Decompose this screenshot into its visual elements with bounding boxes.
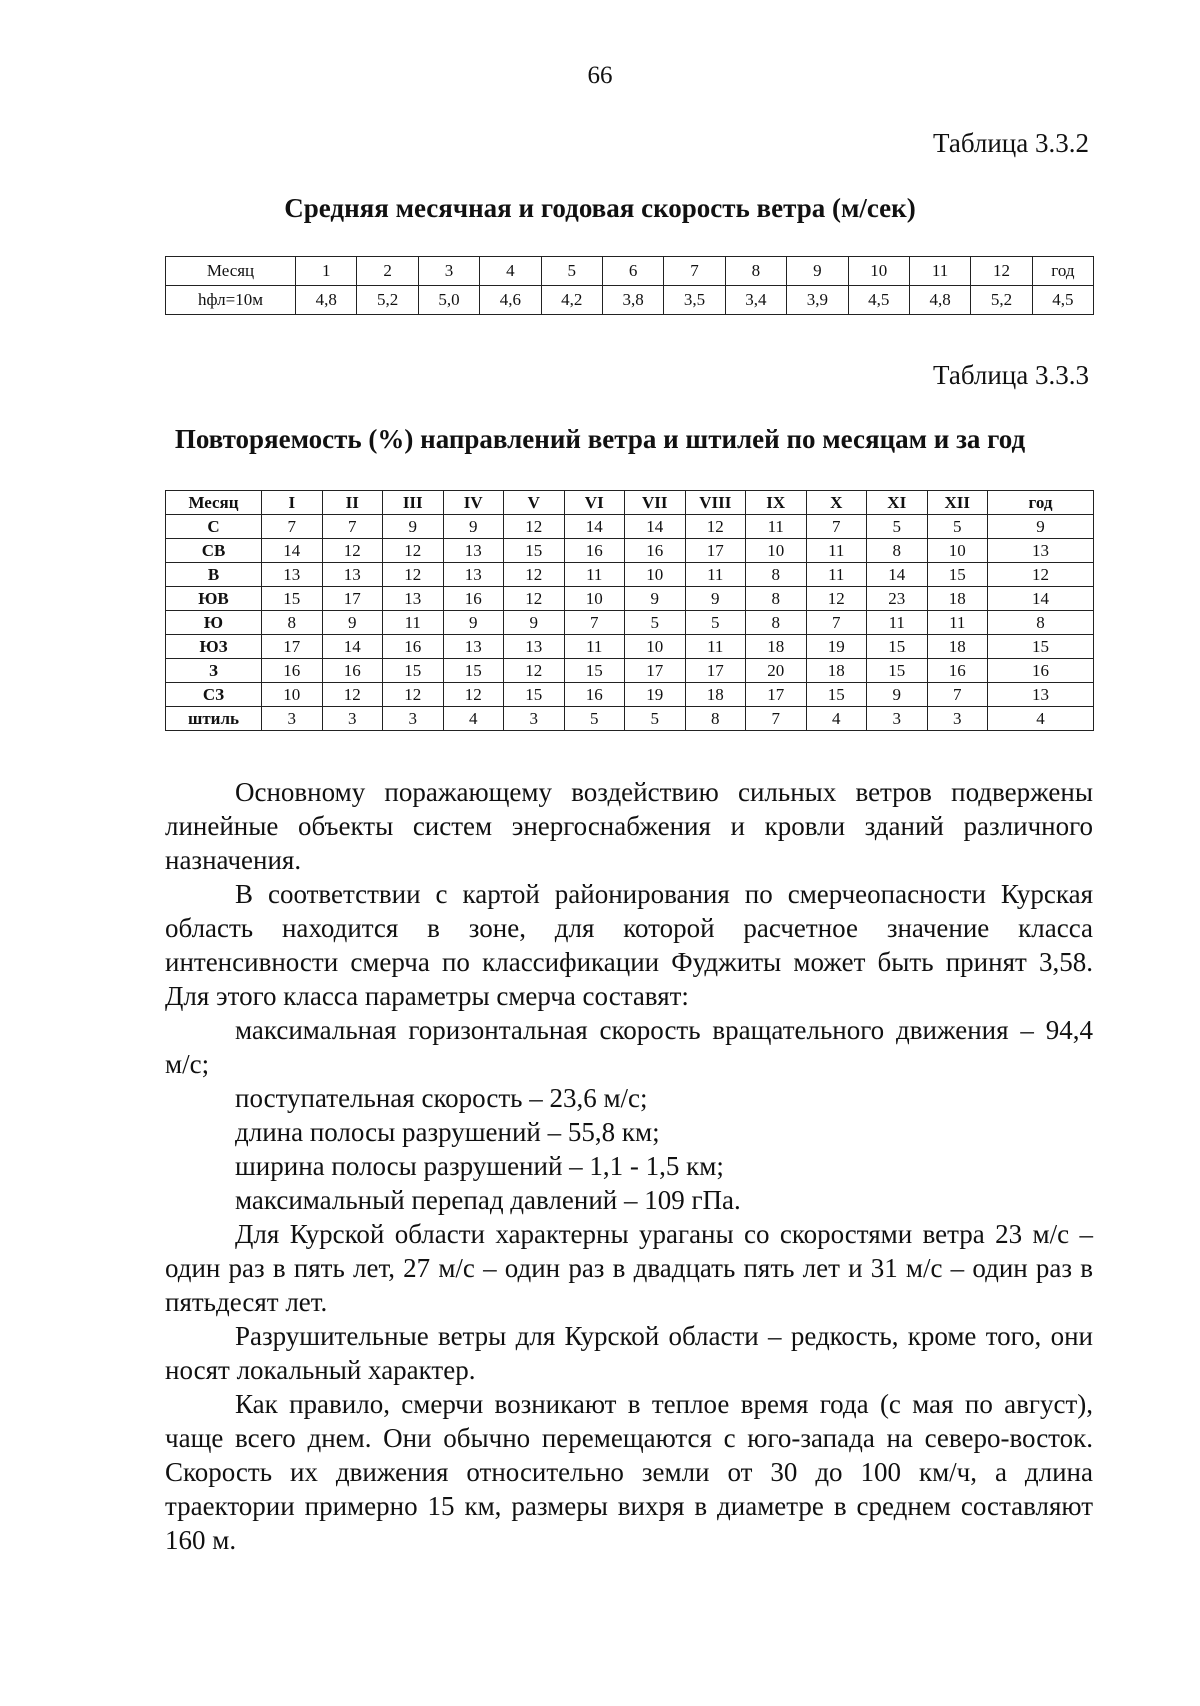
table-cell: 18 — [685, 683, 746, 707]
table-cell: 7 — [806, 611, 867, 635]
row-label-cell: штиль — [166, 707, 262, 731]
row-label-cell: ЮЗ — [166, 635, 262, 659]
table-cell: 3,9 — [787, 286, 848, 315]
table-cell: 19 — [625, 683, 686, 707]
table-cell: 7 — [262, 515, 323, 539]
table-cell: 13 — [322, 563, 383, 587]
table-cell: VIII — [685, 491, 746, 515]
list-item: длина полосы разрушений – 55,8 км; — [235, 1117, 660, 1147]
table-cell: 4,5 — [1032, 286, 1093, 315]
table-cell: IX — [746, 491, 807, 515]
table-cell: 13 — [988, 683, 1094, 707]
table-cell: 23 — [867, 587, 928, 611]
table-cell: 16 — [564, 539, 625, 563]
table-cell: 14 — [867, 563, 928, 587]
table-cell: 12 — [504, 515, 565, 539]
table-cell: 16 — [443, 587, 504, 611]
table-cell: 13 — [443, 635, 504, 659]
row-label-cell: ЮВ — [166, 587, 262, 611]
table-cell: 13 — [504, 635, 565, 659]
table-cell: XI — [867, 491, 928, 515]
table-cell: 4 — [443, 707, 504, 731]
table-cell: 16 — [927, 659, 988, 683]
table-cell: 3,4 — [725, 286, 786, 315]
table-cell: 17 — [262, 635, 323, 659]
paragraph: В соответствии с картой районирования по смерчеопасности Курская область находится в зоне, для которой расчетное значение класса интенсивности смерча по классификации Фуджиты может быть принят 3,58. Для этого класса параметры смерча составят: — [165, 879, 1093, 1011]
table-cell: 11 — [383, 611, 444, 635]
table-cell: 3 — [262, 707, 323, 731]
table-cell: 15 — [927, 563, 988, 587]
table-cell: 18 — [746, 635, 807, 659]
table-cell: 7 — [927, 683, 988, 707]
table-cell: 5 — [564, 707, 625, 731]
paragraph: Основному поражающему воздействию сильных ветров подвержены линейные объекты систем энергоснабжения и кровли зданий различного назначения. — [165, 777, 1093, 875]
table-cell: II — [322, 491, 383, 515]
table-cell: 15 — [564, 659, 625, 683]
table-cell: 9 — [383, 515, 444, 539]
table-cell: 18 — [927, 587, 988, 611]
table-header-row — [166, 491, 1094, 515]
table-cell: 9 — [322, 611, 383, 635]
row-label-cell: Ю — [166, 611, 262, 635]
table-cell: 5,0 — [418, 286, 479, 315]
table-row — [166, 659, 1094, 683]
paragraph: Как правило, смерчи возникают в теплое время года (с мая по август), чаще всего днем. Они обычно перемещаются с юго-запада на северо-восток. Скорость их движения относительно земли от 30 до 100 км/ч, а длина траектории примерно 15 км, размеры вихря в диаметре в среднем составляют 160 м. — [165, 1389, 1093, 1555]
table-cell: 8 — [746, 611, 807, 635]
table-cell: 7 — [806, 515, 867, 539]
table-cell: 13 — [262, 563, 323, 587]
table-title-wind-direction: Повторяемость (%) направлений ветра и штилей по месяцам и за год — [174, 424, 1026, 454]
list-item: ширина полосы разрушений – 1,1 - 1,5 км; — [235, 1151, 724, 1181]
table-cell: 17 — [625, 659, 686, 683]
table-cell: 4,6 — [480, 286, 541, 315]
table-cell: 14 — [564, 515, 625, 539]
table-cell: 12 — [504, 563, 565, 587]
table-cell: 4 — [806, 707, 867, 731]
table-cell: 12 — [504, 587, 565, 611]
table-cell: 9 — [443, 515, 504, 539]
table-row — [166, 587, 1094, 611]
table-cell: 3 — [927, 707, 988, 731]
table-cell: 15 — [262, 587, 323, 611]
table-cell: 11 — [867, 611, 928, 635]
table-cell: 5 — [685, 611, 746, 635]
table-cell: 12 — [383, 563, 444, 587]
table-cell: 15 — [988, 635, 1094, 659]
table-cell: 3 — [867, 707, 928, 731]
table-cell: 4 — [480, 257, 541, 286]
table-cell: 15 — [504, 683, 565, 707]
table-cell: 10 — [625, 635, 686, 659]
table-cell: 11 — [564, 563, 625, 587]
table-cell: III — [383, 491, 444, 515]
table-cell: 12 — [322, 683, 383, 707]
table-cell: 18 — [806, 659, 867, 683]
table-cell: 9 — [685, 587, 746, 611]
table-cell: 12 — [806, 587, 867, 611]
table-cell: 4,2 — [541, 286, 602, 315]
table-cell: 12 — [443, 683, 504, 707]
table-cell: 11 — [806, 563, 867, 587]
table-cell: 3 — [322, 707, 383, 731]
paragraph: Разрушительные ветры для Курской области – редкость, кроме того, они носят локальный характер. — [165, 1321, 1093, 1385]
table-cell: 13 — [988, 539, 1094, 563]
table-cell: VII — [625, 491, 686, 515]
table-cell: 15 — [504, 539, 565, 563]
table-cell: 7 — [564, 611, 625, 635]
table-cell: 15 — [867, 635, 928, 659]
table-cell: 7 — [746, 707, 807, 731]
table-cell: IV — [443, 491, 504, 515]
table-cell: VI — [564, 491, 625, 515]
table-cell: 14 — [322, 635, 383, 659]
table-row — [166, 563, 1094, 587]
table-cell: 12 — [685, 515, 746, 539]
table-cell: 3 — [383, 707, 444, 731]
table-cell: 4 — [988, 707, 1094, 731]
table-cell: V — [504, 491, 565, 515]
table-cell: 14 — [625, 515, 686, 539]
table-row — [166, 683, 1094, 707]
table-cell: 12 — [971, 257, 1032, 286]
table-cell: 16 — [988, 659, 1094, 683]
table-cell: 5,2 — [357, 286, 418, 315]
table-cell: 16 — [322, 659, 383, 683]
table-cell: 10 — [927, 539, 988, 563]
table-cell: 9 — [867, 683, 928, 707]
table-cell: 11 — [746, 515, 807, 539]
table-row — [166, 539, 1094, 563]
table-cell: 8 — [746, 587, 807, 611]
table-cell: 4,8 — [909, 286, 970, 315]
table-cell: 3,8 — [602, 286, 663, 315]
table-cell: XII — [927, 491, 988, 515]
table-cell: 15 — [806, 683, 867, 707]
table-title-wind-speed: Средняя месячная и годовая скорость ветра (м/сек) — [284, 193, 916, 223]
row-label-cell: Месяц — [166, 257, 296, 286]
table-cell: 1 — [296, 257, 357, 286]
wind-speed-table — [165, 256, 1094, 315]
table-cell: 11 — [685, 635, 746, 659]
table-cell: 3,5 — [664, 286, 725, 315]
table-cell: год — [1032, 257, 1093, 286]
table-cell: 10 — [848, 257, 909, 286]
table-cell: 19 — [806, 635, 867, 659]
list-item: поступательная скорость – 23,6 м/с; — [235, 1083, 648, 1113]
body-text — [165, 775, 1093, 1557]
row-label-cell: hфл=10м — [166, 286, 296, 315]
table-cell: 12 — [322, 539, 383, 563]
table-cell: 9 — [988, 515, 1094, 539]
table-cell: 8 — [867, 539, 928, 563]
list-item: максимальный перепад давлений – 109 гПа. — [235, 1185, 741, 1215]
table-cell: 16 — [564, 683, 625, 707]
table-cell: 20 — [746, 659, 807, 683]
table-cell: 10 — [564, 587, 625, 611]
table-cell: 11 — [909, 257, 970, 286]
table-cell: 5,2 — [971, 286, 1032, 315]
list-item: максимальная горизонтальная скорость вращательного движения – 94,4 м/с; — [165, 1015, 1093, 1079]
table-cell: 14 — [262, 539, 323, 563]
table-cell: 8 — [988, 611, 1094, 635]
table-cell: 14 — [988, 587, 1094, 611]
table-row — [166, 707, 1094, 731]
table-cell: I — [262, 491, 323, 515]
table-cell: 5 — [625, 707, 686, 731]
table-cell: 6 — [602, 257, 663, 286]
table-label-3-3-3: Таблица 3.3.3 — [933, 360, 1089, 390]
table-cell: 13 — [383, 587, 444, 611]
table-row — [166, 635, 1094, 659]
table-cell: 11 — [685, 563, 746, 587]
table-cell: 17 — [685, 539, 746, 563]
row-label-cell: СЗ — [166, 683, 262, 707]
table-row — [166, 611, 1094, 635]
table-cell: 15 — [383, 659, 444, 683]
table-cell: 13 — [443, 539, 504, 563]
table-cell: 12 — [383, 539, 444, 563]
table-cell: 11 — [806, 539, 867, 563]
table-cell: 7 — [664, 257, 725, 286]
table-cell: 12 — [988, 563, 1094, 587]
table-cell: 16 — [262, 659, 323, 683]
table-cell: 2 — [357, 257, 418, 286]
table-cell: 9 — [787, 257, 848, 286]
table-cell: 17 — [746, 683, 807, 707]
row-label-cell: Месяц — [166, 491, 262, 515]
table-cell: 8 — [262, 611, 323, 635]
table-cell: 11 — [564, 635, 625, 659]
table-cell: 10 — [262, 683, 323, 707]
table-cell: 12 — [504, 659, 565, 683]
row-label-cell: З — [166, 659, 262, 683]
table-cell: 10 — [625, 563, 686, 587]
table-cell: 3 — [504, 707, 565, 731]
table-cell: 18 — [927, 635, 988, 659]
table-row — [166, 286, 1094, 315]
paragraph: Для Курской области характерны ураганы со скоростями ветра 23 м/с – один раз в пять лет, 27 м/с – один раз в двадцать пять лет и 31 м/с – один раз в пятьдесят лет. — [165, 1219, 1093, 1317]
table-cell: 15 — [443, 659, 504, 683]
table-header-row — [166, 257, 1094, 286]
table-cell: 8 — [746, 563, 807, 587]
table-cell: 17 — [685, 659, 746, 683]
table-cell: 5 — [625, 611, 686, 635]
table-cell: 5 — [541, 257, 602, 286]
table-cell: 5 — [867, 515, 928, 539]
table-cell: 3 — [418, 257, 479, 286]
table-cell: 16 — [625, 539, 686, 563]
table-cell: год — [988, 491, 1094, 515]
table-cell: 17 — [322, 587, 383, 611]
table-cell: 9 — [504, 611, 565, 635]
page-number: 66 — [587, 62, 613, 89]
table-cell: X — [806, 491, 867, 515]
table-cell: 8 — [685, 707, 746, 731]
table-cell: 4,5 — [848, 286, 909, 315]
wind-direction-table — [165, 490, 1094, 731]
table-cell: 12 — [383, 683, 444, 707]
row-label-cell: СВ — [166, 539, 262, 563]
table-cell: 8 — [725, 257, 786, 286]
table-cell: 11 — [927, 611, 988, 635]
table-cell: 4,8 — [296, 286, 357, 315]
table-cell: 7 — [322, 515, 383, 539]
table-cell: 10 — [746, 539, 807, 563]
table-cell: 9 — [443, 611, 504, 635]
table-label-3-3-2: Таблица 3.3.2 — [933, 128, 1089, 158]
table-cell: 13 — [443, 563, 504, 587]
table-row — [166, 515, 1094, 539]
row-label-cell: В — [166, 563, 262, 587]
table-cell: 5 — [927, 515, 988, 539]
row-label-cell: С — [166, 515, 262, 539]
table-cell: 16 — [383, 635, 444, 659]
table-cell: 15 — [867, 659, 928, 683]
table-cell: 9 — [625, 587, 686, 611]
